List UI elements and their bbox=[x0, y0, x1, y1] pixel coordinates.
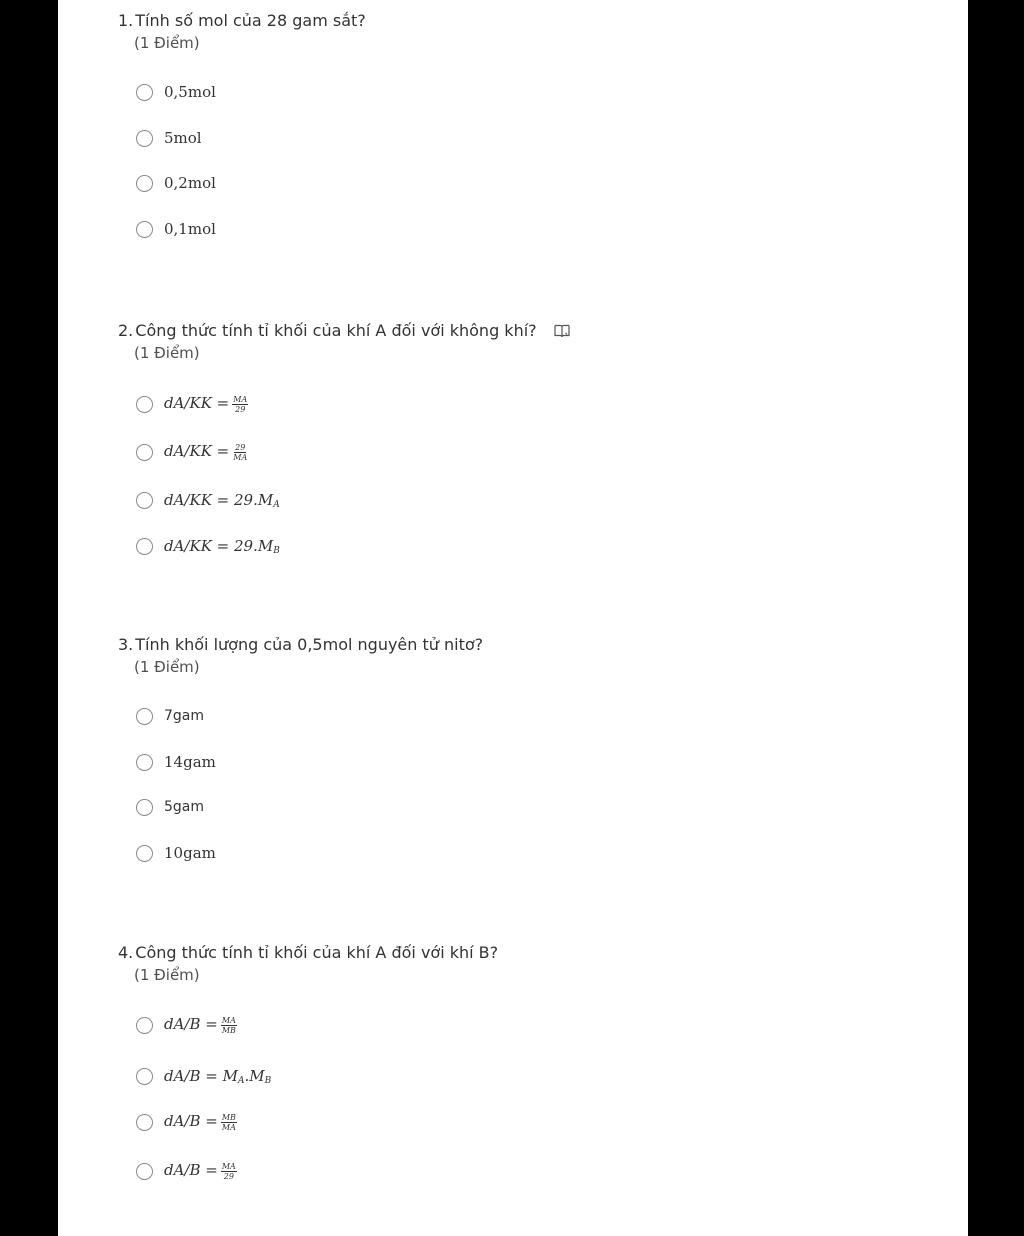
option-formula bbox=[164, 1067, 271, 1086]
option-2d[interactable] bbox=[136, 534, 280, 558]
option-formula bbox=[164, 394, 248, 414]
radio-button-icon[interactable] bbox=[136, 175, 153, 192]
fraction bbox=[232, 443, 248, 462]
question-4 bbox=[118, 942, 938, 986]
formula-lhs: dA/KK = bbox=[164, 394, 230, 413]
question-title: Tính số mol của 28 gam sắt? bbox=[135, 11, 366, 30]
option-formula bbox=[164, 1112, 237, 1132]
option-4c[interactable] bbox=[136, 1110, 237, 1134]
formula-lhs: dA/KK = 29.M bbox=[164, 536, 274, 555]
option-label: 14gam bbox=[164, 753, 216, 771]
option-formula bbox=[164, 1015, 237, 1035]
question-2-title-row bbox=[118, 320, 938, 342]
formula-subscript: A bbox=[273, 499, 280, 510]
question-points: (1 Điểm) bbox=[134, 34, 200, 52]
option-1a[interactable] bbox=[136, 80, 216, 104]
option-3c[interactable] bbox=[136, 795, 204, 819]
option-formula bbox=[164, 1161, 237, 1181]
option-4b[interactable] bbox=[136, 1064, 271, 1088]
fraction bbox=[221, 1016, 237, 1035]
option-4d[interactable] bbox=[136, 1159, 237, 1183]
question-title: Công thức tính tỉ khối của khí A đối với khí B? bbox=[135, 943, 499, 962]
formula-lhs: dA/B = M bbox=[164, 1066, 238, 1085]
radio-button-icon[interactable] bbox=[136, 130, 153, 147]
option-2b[interactable] bbox=[136, 440, 248, 464]
radio-button-icon[interactable] bbox=[136, 396, 153, 413]
option-1b[interactable] bbox=[136, 126, 202, 150]
option-label: 7gam bbox=[164, 708, 205, 724]
option-label: 10gam bbox=[164, 844, 216, 862]
form-sheet bbox=[58, 0, 968, 1236]
fraction bbox=[232, 395, 248, 414]
radio-button-icon[interactable] bbox=[136, 444, 153, 461]
fraction-numerator: MB bbox=[221, 1112, 236, 1122]
question-2 bbox=[118, 320, 938, 364]
option-formula bbox=[164, 491, 280, 510]
radio-button-icon[interactable] bbox=[136, 1017, 153, 1034]
question-1 bbox=[118, 10, 938, 54]
option-3d[interactable] bbox=[136, 841, 216, 865]
formula-mid: .M bbox=[244, 1066, 265, 1085]
question-3 bbox=[118, 634, 938, 678]
fraction bbox=[221, 1162, 237, 1181]
option-label: 0,2mol bbox=[164, 174, 216, 192]
immersive-reader-icon[interactable] bbox=[554, 322, 570, 336]
option-2c[interactable] bbox=[136, 488, 280, 512]
radio-button-icon[interactable] bbox=[136, 708, 153, 725]
option-label: 0,5mol bbox=[164, 83, 216, 101]
radio-button-icon[interactable] bbox=[136, 221, 153, 238]
fraction-denominator: 29 bbox=[223, 1171, 234, 1181]
question-points: (1 Điểm) bbox=[134, 966, 200, 984]
radio-button-icon[interactable] bbox=[136, 799, 153, 816]
formula-lhs: dA/KK = bbox=[164, 442, 230, 461]
formula-subscript: B bbox=[273, 545, 280, 556]
radio-button-icon[interactable] bbox=[136, 754, 153, 771]
fraction-denominator: MA bbox=[221, 1122, 236, 1132]
radio-button-icon[interactable] bbox=[136, 84, 153, 101]
radio-button-icon[interactable] bbox=[136, 538, 153, 555]
question-number: 4. bbox=[118, 943, 134, 962]
question-number: 2. bbox=[118, 321, 134, 340]
formula-lhs: dA/B = bbox=[164, 1015, 218, 1034]
question-points: (1 Điểm) bbox=[134, 658, 200, 676]
fraction bbox=[221, 1113, 237, 1132]
formula-lhs: dA/B = bbox=[164, 1112, 218, 1131]
question-3-title-row bbox=[118, 634, 938, 656]
option-3b[interactable] bbox=[136, 750, 216, 774]
fraction-numerator: MA bbox=[221, 1161, 236, 1171]
radio-button-icon[interactable] bbox=[136, 1068, 153, 1085]
question-points: (1 Điểm) bbox=[134, 344, 200, 362]
option-3a[interactable] bbox=[136, 704, 204, 728]
option-2a[interactable] bbox=[136, 392, 248, 416]
fraction-denominator: MA bbox=[233, 452, 248, 462]
radio-button-icon[interactable] bbox=[136, 1163, 153, 1180]
option-label: 0,1mol bbox=[164, 220, 216, 238]
option-4a[interactable] bbox=[136, 1013, 237, 1037]
radio-button-icon[interactable] bbox=[136, 1114, 153, 1131]
formula-lhs: dA/KK = 29.M bbox=[164, 490, 274, 509]
fraction-numerator: 29 bbox=[235, 442, 246, 452]
radio-button-icon[interactable] bbox=[136, 845, 153, 862]
option-label: 5mol bbox=[164, 129, 202, 147]
option-1c[interactable] bbox=[136, 171, 216, 195]
question-1-title-row bbox=[118, 10, 938, 32]
fraction-numerator: MA bbox=[233, 394, 248, 404]
question-number: 3. bbox=[118, 635, 134, 654]
fraction-denominator: MB bbox=[221, 1025, 236, 1035]
option-formula bbox=[164, 537, 280, 556]
option-1d[interactable] bbox=[136, 217, 216, 241]
question-4-title-row bbox=[118, 942, 938, 964]
formula-lhs: dA/B = bbox=[164, 1161, 218, 1180]
fraction-denominator: 29 bbox=[235, 404, 246, 414]
formula-subscript: A bbox=[237, 1075, 245, 1086]
option-label: 5gam bbox=[164, 799, 205, 815]
radio-button-icon[interactable] bbox=[136, 492, 153, 509]
option-formula bbox=[164, 442, 248, 462]
question-number: 1. bbox=[118, 11, 134, 30]
question-title: Tính khối lượng của 0,5mol nguyên tử nitơ? bbox=[135, 635, 484, 654]
fraction-numerator: MA bbox=[221, 1015, 236, 1025]
formula-subscript: B bbox=[264, 1075, 272, 1086]
question-title: Công thức tính tỉ khối của khí A đối với không khí? bbox=[135, 321, 537, 340]
